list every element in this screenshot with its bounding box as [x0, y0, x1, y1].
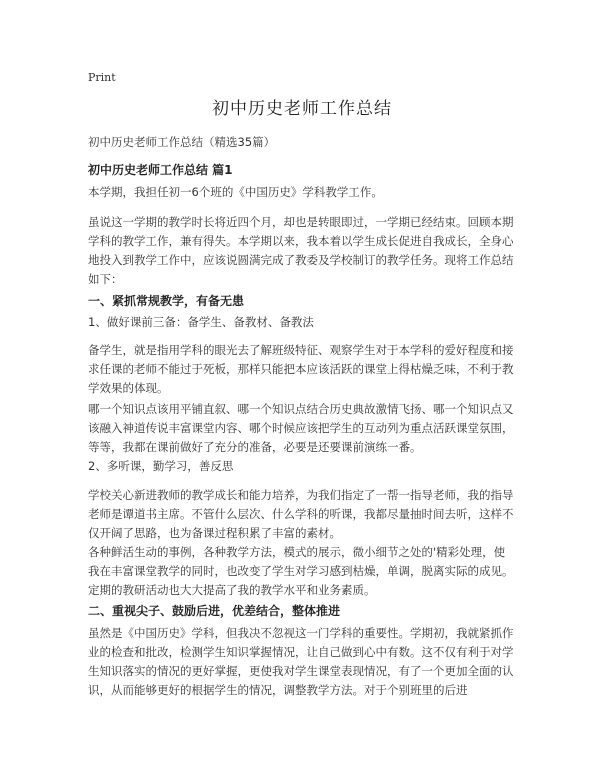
page-title: 初中历史老师工作总结 — [212, 99, 392, 119]
sub1-paragraph-1: 备学生，就是指用学科的眼光去了解班级特征、观察学生对于本学科的爱好程度和接求任课的老师不能过于死板，那样只能把本应该活跃的课堂上得枯燥乏味，不利于教学效果的体现。 — [88, 343, 514, 395]
sub1-paragraph-2: 哪一个知识点该用平铺直叙、哪一个知识点结合历史典故激情飞扬、哪一个知识点又该融入神道传说丰富课堂内容、哪个时候应该把学生的互动列为重点活跃课堂氛围，等等，我都在课前做好了充分的准备，必要是还要课前演练一番。 — [88, 402, 514, 454]
subsection2-heading: 2、多听课，勤学习，善反思 — [88, 459, 234, 473]
sub2-paragraph-1: 学校关心新进教师的教学成长和能力培养，为我们指定了一帮一指导老师，我的指导老师是谭道书主席。不管什么层次、什么学科的听课，我都尽量抽时间去听，这样不仅开阔了思路，也为备课过程积累了丰富的素材。 — [88, 488, 514, 540]
summary-paragraph: 虽说这一学期的教学时长将近四个月，却也是转眼即过，一学期已经结束。回顾本期学科的教学工作，兼有得失。本学期以来，我本着以学生成长促进自我成长，全身心地投入到教学工作中，应该说圆满完成了教委及学校制订的教学任务。现将工作总结如下： — [88, 215, 514, 286]
sub2-paragraph-2: 各种鲜活生动的事例，各种教学方法，模式的展示，微小细节之处的'精彩处理，使我在丰富课堂教学的同时，也改变了学生对学习感到枯燥，单调，脱离实际的成见。定期的教研活动也大大提高了我的教学水平和业务素质。 — [88, 545, 514, 597]
section1-heading: 一、紧抓常规教学，有备无患 — [88, 294, 245, 308]
section2-paragraph-1: 虽然是《中国历史》学科，但我决不忽视这一门学科的重要性。学期初，我就紧抓作业的检查和批改，检测学生知识掌握情况，让自己做到心中有数。这不仅有利于对学生知识落实的情况的更好掌握，更使我对学生课堂表现情况，有了一个更加全面的认识，从而能够更好的根据学生的情况，调整教学方法。对于个别班里的后进 — [88, 626, 514, 697]
print-link[interactable]: Print — [88, 71, 116, 84]
part-heading: 初中历史老师工作总结 篇1 — [88, 163, 233, 177]
section2-heading: 二、重视尖子、鼓励后进，优差结合，整体推进 — [88, 604, 341, 618]
subsection1-heading: 1、做好课前三备：备学生、备教材、备教法 — [88, 315, 314, 329]
intro-paragraph: 本学期，我担任初一6个班的《中国历史》学科教学工作。 — [88, 185, 383, 199]
document-subtitle: 初中历史老师工作总结（精选35篇） — [88, 135, 276, 149]
